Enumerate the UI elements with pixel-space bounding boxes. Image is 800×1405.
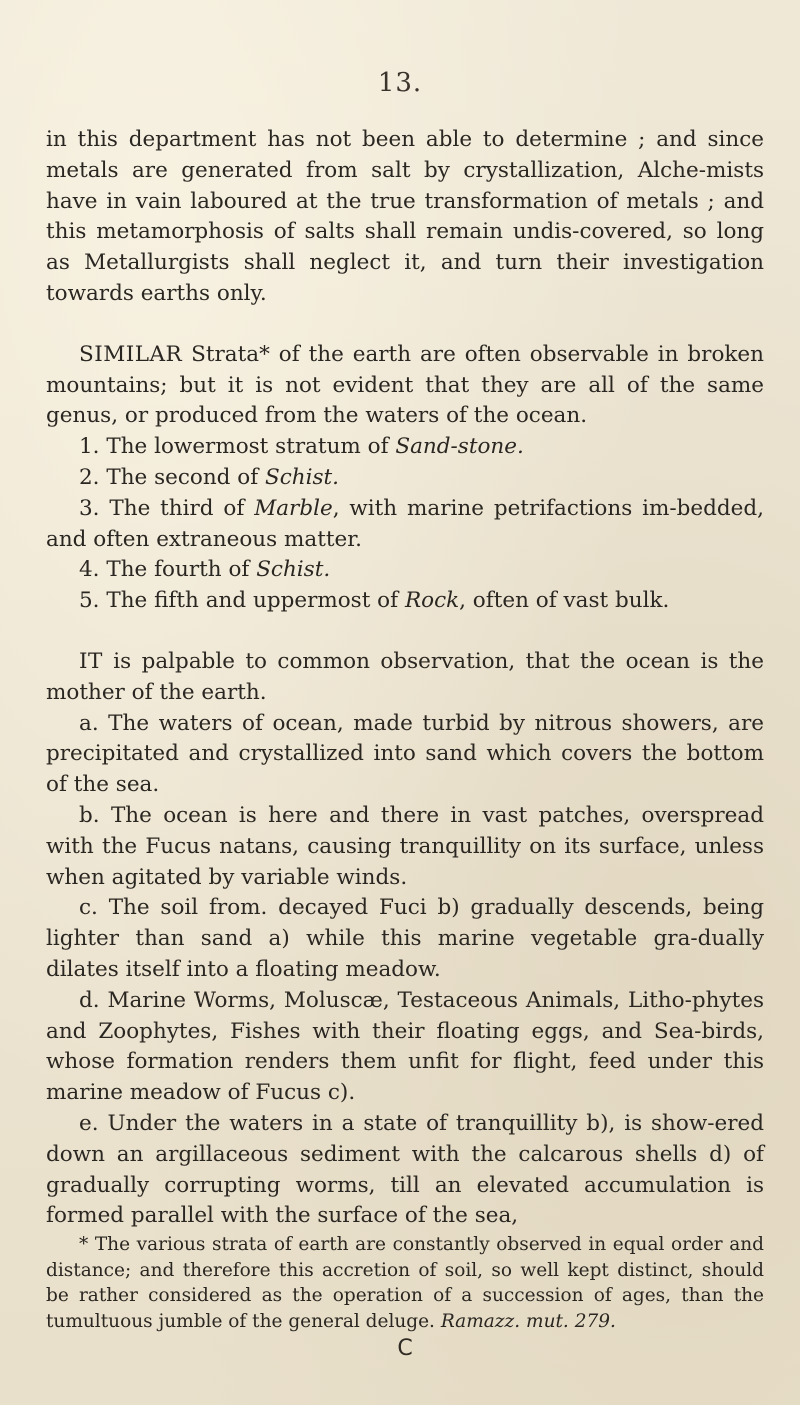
strata-item-text: 5. The fifth and uppermost of [79, 588, 405, 614]
page-number: 13. [377, 68, 423, 98]
strata-item [46, 494, 764, 556]
strata-item-text: 2. The second of [79, 464, 266, 490]
strata-lead-word: SIMILAR [79, 341, 183, 367]
ocean-item: b. The ocean is here and there in vast patches, overspread with the Fucus natans, causing tranquillity on its surface, unless when agitated by variable winds. [46, 802, 764, 890]
ocean-lead-word: IT [79, 648, 103, 674]
strata-item-term: Schist. [256, 557, 331, 583]
page-content [46, 125, 764, 1361]
strata-item-suffix: , with marine petrifactions im-bedded, and often extraneous matter. [46, 495, 764, 552]
strata-item [46, 463, 764, 494]
strata-item-term: Marble [254, 495, 333, 521]
strata-item-term: Schist. [265, 464, 340, 490]
strata-list [46, 432, 764, 617]
strata-item [46, 432, 764, 463]
ocean-item: e. Under the waters in a state of tranquillity b), is show-ered down an argillaceous sediment with the calcarous shells d) of gradually corrupting worms, till an elevated accumulation is formed parallel with the surface of the sea, [46, 1110, 764, 1229]
footnote-citation: Ramazz. mut. 279. [440, 1310, 616, 1332]
ocean-item: a. The waters of ocean, made turbid by nitrous showers, are precipitated and crystallized into sand which covers the bottom of the sea. [46, 710, 764, 798]
footnote-text: * The various strata of earth are constantly observed in equal order and distance; and therefore this accretion of soil, so well kept distinct, should be rather considered as the operation of a succession of ages, than the tumultuous jumble of the general deluge. [46, 1234, 764, 1332]
signature-mark: C [397, 1336, 413, 1362]
ocean-list [46, 709, 764, 1233]
strata-item-text: 3. The third of [79, 495, 255, 521]
strata-item-term: Rock [404, 588, 460, 614]
strata-item [46, 586, 764, 617]
ocean-item: c. The soil from. decayed Fuci b) gradually descends, being lighter than sand a) while this marine vegetable gra-dually dilates itself into a floating meadow. [46, 895, 764, 982]
strata-item-text: 4. The fourth of [79, 557, 257, 583]
footnote [46, 1232, 764, 1334]
strata-item-term: Sand-stone. [395, 434, 524, 460]
strata-item-suffix: , often of vast bulk. [459, 588, 670, 614]
strata-item-text: 1. The lowermost stratum of [79, 434, 396, 460]
strata-item [46, 555, 764, 586]
ocean-lead-text: is palpable to common observation, that the ocean is the mother of the earth. [46, 648, 764, 705]
intro-paragraph: in this department has not been able to determine ; and since metals are generated from salt by crystallization, Alche-mists have in vain laboured at the true transformation of metals ; and this metamorphosis of salts shall remain undis-covered, so long as Metallurgists shall neglect it, and turn their investigation towards earths only. [46, 127, 764, 306]
ocean-paragraph [46, 647, 764, 709]
strata-lead-text: Strata* of the earth are often observable in broken mountains; but it is not evident that they are all of the same genus, or produced from the waters of the ocean. [46, 341, 764, 429]
ocean-item: d. Marine Worms, Moluscæ, Testaceous Animals, Litho-phytes and Zoophytes, Fishes with their floating eggs, and Sea-birds, whose formation renders them unfit for flight, feed under this marine meadow of Fucus c). [46, 987, 764, 1106]
strata-paragraph [46, 340, 764, 432]
